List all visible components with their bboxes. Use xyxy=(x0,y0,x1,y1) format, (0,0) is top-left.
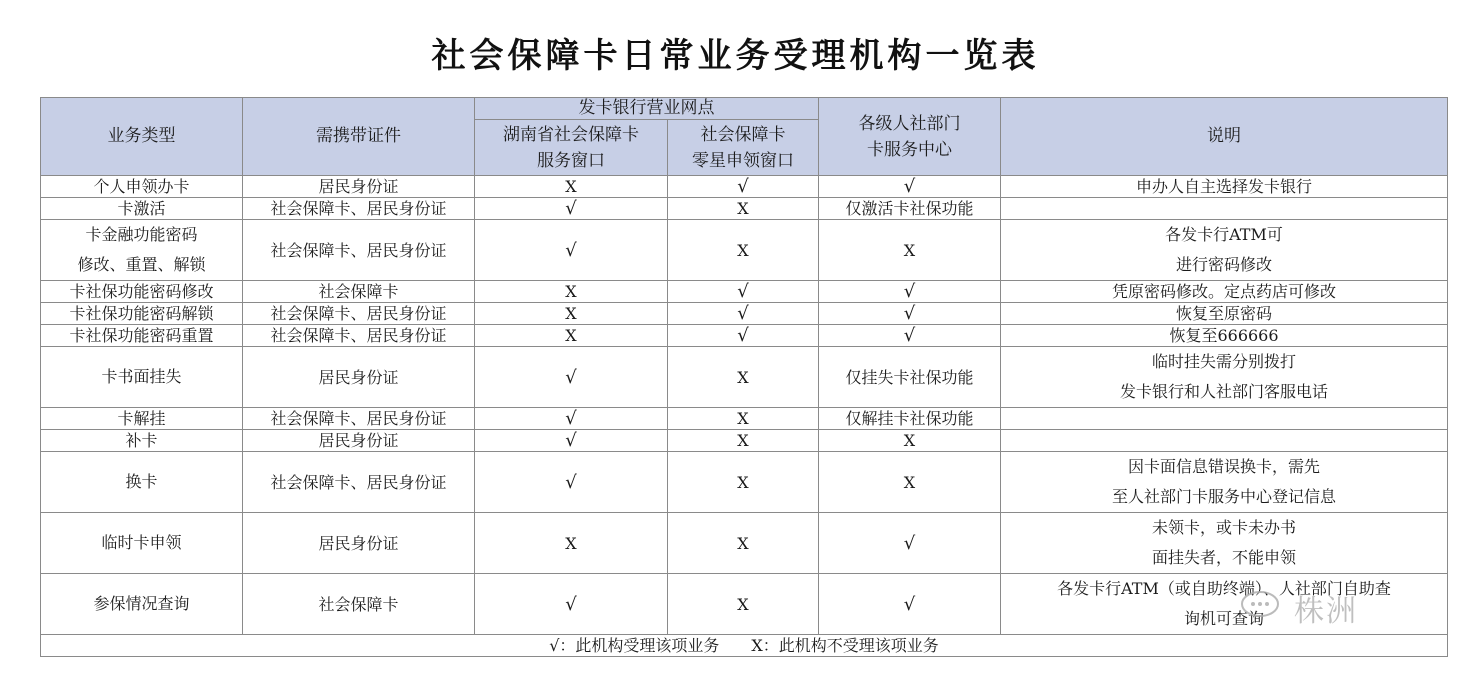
table-row xyxy=(41,347,1448,408)
cell-notes xyxy=(1001,452,1448,513)
table-row xyxy=(41,325,1448,347)
cell-documents: 社会保障卡、居民身份证 xyxy=(243,408,475,430)
header-hunan-line2: 服务窗口 xyxy=(537,150,605,171)
notes-text: 临时挂失需分别拨打 xyxy=(1151,352,1296,371)
notes-text: 发卡银行和人社部门客服电话 xyxy=(1119,382,1328,401)
table-row xyxy=(41,220,1448,281)
cell-service-center: 仅挂失卡社保功能 xyxy=(819,347,1001,408)
business-type-text: 卡社保功能密码解锁 xyxy=(69,304,214,323)
cell-business-type xyxy=(41,408,243,430)
table-row xyxy=(41,303,1448,325)
notes-text: 至人社部门卡服务中心登记信息 xyxy=(1111,487,1336,506)
cell-notes xyxy=(1001,430,1448,452)
business-type-text: 换卡 xyxy=(125,472,158,491)
table-row xyxy=(41,198,1448,220)
cell-service-center: X xyxy=(819,220,1001,281)
cell-retail-window: X xyxy=(668,220,819,281)
cell-documents: 社会保障卡、居民身份证 xyxy=(243,198,475,220)
cell-hunan-window: X xyxy=(475,303,668,325)
table-row xyxy=(41,176,1448,198)
cell-hunan-window: X xyxy=(475,325,668,347)
cell-documents: 社会保障卡、居民身份证 xyxy=(243,220,475,281)
cell-hunan-window: √ xyxy=(475,408,668,430)
cell-hunan-window: √ xyxy=(475,574,668,635)
cell-documents: 社会保障卡、居民身份证 xyxy=(243,325,475,347)
cell-notes xyxy=(1001,198,1448,220)
cell-service-center: √ xyxy=(819,176,1001,198)
cell-business-type xyxy=(41,325,243,347)
table-row xyxy=(41,513,1448,574)
cell-documents: 居民身份证 xyxy=(243,513,475,574)
legend-row: √：此机构受理该项业务 X：此机构不受理该项业务 xyxy=(41,635,1448,657)
notes-text: 恢复至666666 xyxy=(1169,326,1279,345)
watermark xyxy=(1240,582,1430,632)
cell-documents: 社会保障卡、居民身份证 xyxy=(243,303,475,325)
cell-hunan-window: √ xyxy=(475,430,668,452)
cell-business-type xyxy=(41,303,243,325)
notes-text: 申办人自主选择发卡银行 xyxy=(1135,177,1312,196)
cell-business-type xyxy=(41,452,243,513)
cell-retail-window: X xyxy=(668,574,819,635)
header-retail-window xyxy=(668,120,819,176)
header-center-line2: 卡服务中心 xyxy=(867,139,952,160)
business-type-text: 修改、重置、解锁 xyxy=(77,255,206,274)
cell-documents: 居民身份证 xyxy=(243,430,475,452)
cell-hunan-window: √ xyxy=(475,347,668,408)
cell-retail-window: √ xyxy=(668,281,819,303)
cell-documents: 居民身份证 xyxy=(243,347,475,408)
cell-service-center: √ xyxy=(819,574,1001,635)
cell-hunan-window: X xyxy=(475,513,668,574)
table-row xyxy=(41,408,1448,430)
notes-text: 恢复至原密码 xyxy=(1175,304,1272,323)
chat-bubble-icon xyxy=(1240,590,1284,620)
cell-service-center: √ xyxy=(819,325,1001,347)
header-hunan-window xyxy=(475,120,668,176)
business-type-text: 卡社保功能密码重置 xyxy=(69,326,214,345)
table-row xyxy=(41,574,1448,635)
header-hunan-line1: 湖南省社会保障卡 xyxy=(503,124,639,145)
business-type-text: 参保情况查询 xyxy=(93,594,190,613)
header-retail-line1: 社会保障卡 xyxy=(700,124,786,145)
header-retail-line2: 零星申领窗口 xyxy=(692,150,794,171)
cell-documents: 居民身份证 xyxy=(243,176,475,198)
cell-hunan-window: √ xyxy=(475,452,668,513)
cell-hunan-window: X xyxy=(475,281,668,303)
cell-service-center: √ xyxy=(819,513,1001,574)
cell-business-type xyxy=(41,574,243,635)
business-type-text: 个人申领办卡 xyxy=(93,177,190,196)
notes-text: 询机可查询 xyxy=(1183,609,1264,628)
cell-business-type xyxy=(41,430,243,452)
notes-text: 凭原密码修改。定点药店可修改 xyxy=(1111,282,1336,301)
cell-business-type xyxy=(41,513,243,574)
cell-retail-window: √ xyxy=(668,176,819,198)
notes-text: 进行密码修改 xyxy=(1175,255,1272,274)
header-documents: 需携带证件 xyxy=(243,98,475,176)
business-type-text: 卡社保功能密码修改 xyxy=(69,282,214,301)
cell-retail-window: √ xyxy=(668,325,819,347)
notes-text: 各发卡行ATM（或自助终端）、人社部门自助查 xyxy=(1057,579,1391,598)
table-row xyxy=(41,430,1448,452)
business-table xyxy=(40,97,1448,657)
cell-business-type xyxy=(41,347,243,408)
cell-service-center: √ xyxy=(819,281,1001,303)
cell-service-center: X xyxy=(819,430,1001,452)
cell-documents: 社会保障卡、居民身份证 xyxy=(243,452,475,513)
watermark-text: 株洲 xyxy=(1294,594,1358,629)
notes-text: 各发卡行ATM可 xyxy=(1165,225,1283,244)
cell-retail-window: X xyxy=(668,408,819,430)
notes-text: 面挂失者，不能申领 xyxy=(1151,548,1296,567)
header-service-center xyxy=(819,98,1001,176)
cell-documents: 社会保障卡 xyxy=(243,281,475,303)
cell-notes xyxy=(1001,220,1448,281)
cell-retail-window: X xyxy=(668,513,819,574)
cell-service-center: 仅激活卡社保功能 xyxy=(819,198,1001,220)
cell-retail-window: X xyxy=(668,452,819,513)
cell-notes xyxy=(1001,176,1448,198)
cell-retail-window: X xyxy=(668,198,819,220)
cell-notes xyxy=(1001,347,1448,408)
table-row xyxy=(41,452,1448,513)
business-type-text: 卡激活 xyxy=(117,199,166,218)
header-business-type: 业务类型 xyxy=(41,98,243,176)
cell-notes xyxy=(1001,325,1448,347)
cell-notes xyxy=(1001,303,1448,325)
cell-business-type xyxy=(41,220,243,281)
cell-retail-window: X xyxy=(668,347,819,408)
cell-notes xyxy=(1001,408,1448,430)
cell-retail-window: X xyxy=(668,430,819,452)
notes-text: 未领卡，或卡未办书 xyxy=(1151,518,1296,537)
business-type-text: 补卡 xyxy=(125,431,158,450)
header-bank-group: 发卡银行营业网点 xyxy=(475,98,819,120)
business-type-text: 卡解挂 xyxy=(117,409,166,428)
table-row xyxy=(41,281,1448,303)
cell-service-center: √ xyxy=(819,303,1001,325)
page-title: 社会保障卡日常业务受理机构一览表 xyxy=(431,36,1040,76)
cell-business-type xyxy=(41,198,243,220)
cell-hunan-window: √ xyxy=(475,198,668,220)
cell-business-type xyxy=(41,176,243,198)
cell-service-center: 仅解挂卡社保功能 xyxy=(819,408,1001,430)
business-type-text: 卡书面挂失 xyxy=(101,367,182,386)
cell-hunan-window: √ xyxy=(475,220,668,281)
header-center-line1: 各级人社部门 xyxy=(858,113,961,134)
cell-business-type xyxy=(41,281,243,303)
notes-text: 因卡面信息错误换卡，需先 xyxy=(1127,457,1320,476)
cell-notes xyxy=(1001,513,1448,574)
cell-documents: 社会保障卡 xyxy=(243,574,475,635)
cell-notes xyxy=(1001,281,1448,303)
cell-retail-window: √ xyxy=(668,303,819,325)
table-body xyxy=(41,176,1448,635)
header-notes: 说明 xyxy=(1001,98,1448,176)
cell-hunan-window: X xyxy=(475,176,668,198)
cell-service-center: X xyxy=(819,452,1001,513)
business-type-text: 临时卡申领 xyxy=(101,533,182,552)
business-type-text: 卡金融功能密码 xyxy=(85,225,198,244)
